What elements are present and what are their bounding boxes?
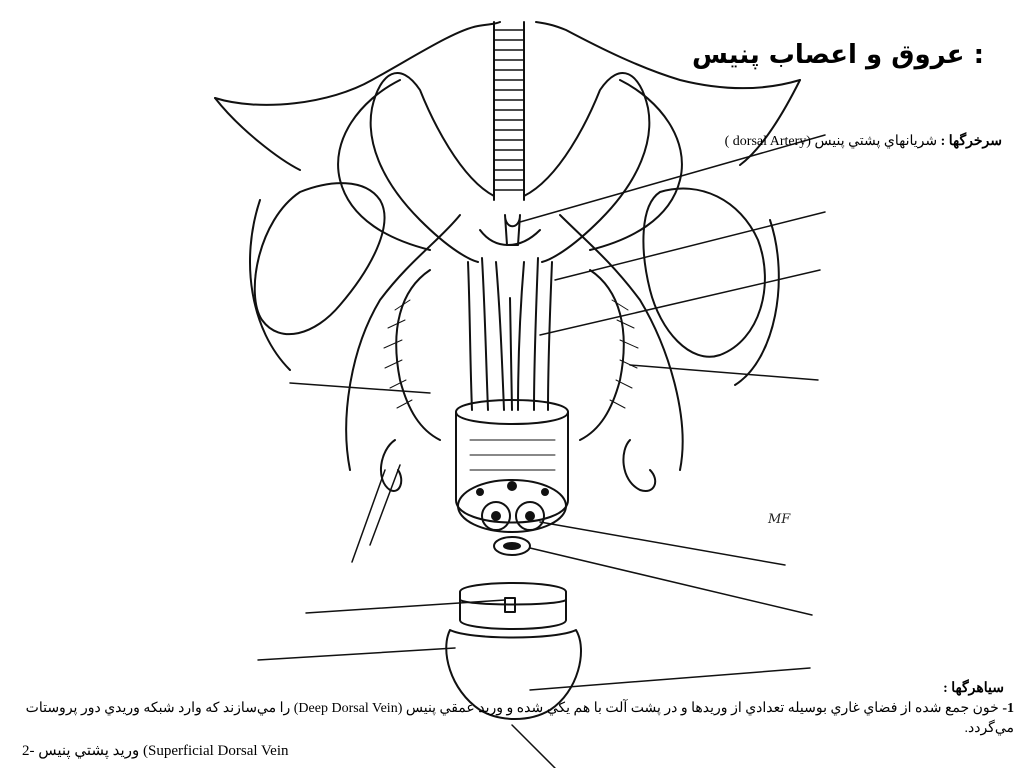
leader-line [555, 212, 825, 280]
leader-line [306, 600, 505, 613]
page-title: : عروق و اعصاب پنيس [691, 40, 984, 70]
glans-top [460, 583, 566, 629]
veins-item-1-number: 1- [1002, 701, 1014, 716]
left-crus [396, 270, 440, 440]
leader-line [352, 470, 385, 562]
leader-line [290, 383, 430, 393]
right-pubic-ramus [524, 73, 649, 262]
leader-line [630, 365, 818, 380]
leader-line [258, 648, 455, 660]
left-pubic-ramus [371, 73, 494, 262]
dorsal-vessel-bundle [468, 258, 552, 410]
veins-item-1-text: خون جمع شده از فضاي غاري بوسيله تعدادي از وريدها و در پشت آلت با هم يكي شده و وريد عمقي پنيس (Deep Dorsal Vein) را مي‌سازند كه وارد شبكه وريدي دور پروستات مي‌گردد. [25, 701, 1014, 736]
leader-line [530, 548, 812, 615]
left-obturator-foramen [255, 183, 385, 334]
left-retractor [381, 440, 401, 491]
right-retractor [623, 440, 655, 491]
artery-caption [725, 133, 1002, 150]
veins-item-1 [4, 699, 1014, 739]
artery-text: شريانهاي پشتي پنيس (dorsal Artery ) [724, 134, 938, 149]
illustrator-signature: MF [768, 512, 791, 527]
penile-shaft [456, 400, 568, 523]
pubic-symphysis [494, 22, 524, 200]
leader-line [370, 465, 400, 545]
veins-heading: سياهرگها : [943, 681, 1004, 696]
leader-line [530, 668, 810, 690]
artery-label: سرخرگها : [940, 134, 1002, 149]
right-crus [580, 270, 624, 440]
veins-item-2: 2- وريد پشتي پنيس (Superficial Dorsal Vein [22, 743, 289, 759]
